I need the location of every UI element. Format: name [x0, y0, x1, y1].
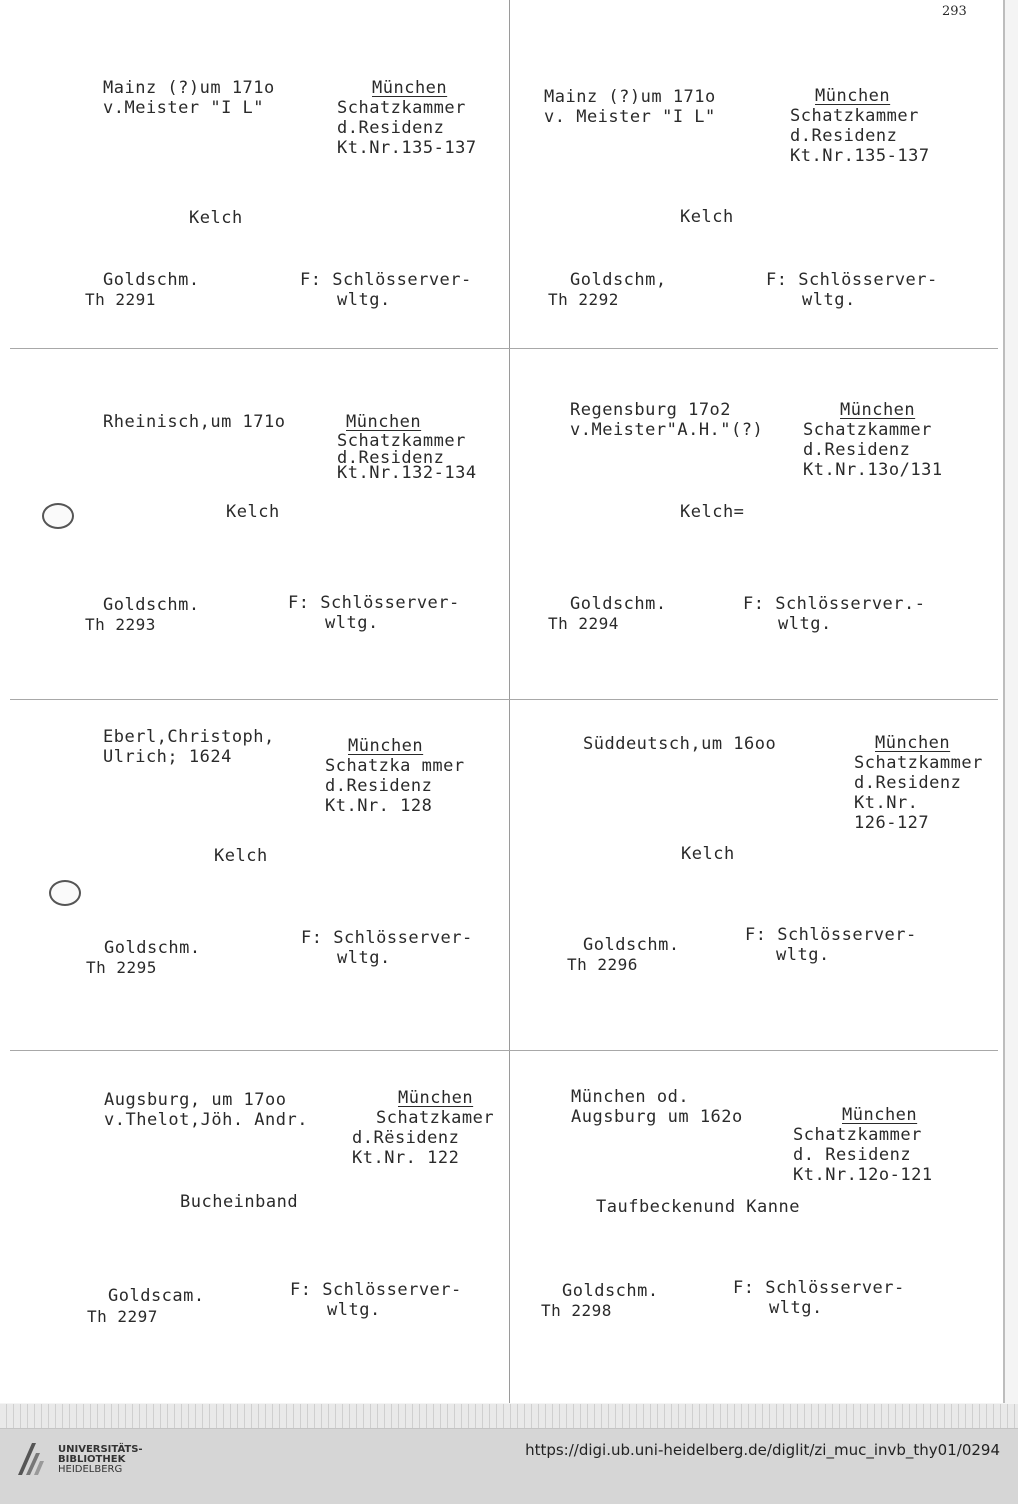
card-maker: v.Meister "I L"	[103, 98, 265, 118]
page-number: 293	[942, 4, 967, 19]
card-location: München	[398, 1088, 474, 1108]
card-material: Goldschm.	[570, 594, 667, 614]
card-location: München	[842, 1105, 918, 1125]
card-inventory-number: Th 2296	[567, 955, 638, 974]
card-source: F: Schlösserver-	[300, 270, 472, 290]
card-holder: d.Residenz	[790, 126, 898, 146]
card-inventory-number: Th 2298	[541, 1301, 612, 1320]
card-source-cont: wltg.	[802, 290, 856, 310]
card-location: München	[372, 78, 448, 98]
card-source: F: Schlösserver-	[290, 1280, 462, 1300]
card-source: F: Schlösserver-	[745, 925, 917, 945]
card-source-cont: wltg.	[325, 613, 379, 633]
card-maker: Ulrich; 1624	[103, 747, 232, 767]
card-catalog-number-cont: 126-127	[854, 813, 930, 833]
card-maker: v.Meister"A.H."(?)	[570, 420, 764, 440]
card-holder: d.Residenz	[337, 118, 445, 138]
card-location: München	[348, 736, 424, 756]
card-object: Kelch	[681, 844, 735, 864]
card-inventory-number: Th 2294	[548, 614, 619, 633]
row-divider	[10, 1050, 998, 1051]
card-material: Goldschm.	[103, 270, 200, 290]
card-inventory-number: Th 2292	[548, 290, 619, 309]
card-source: F: Schlösserver.-	[743, 594, 926, 614]
library-logo-text	[58, 1445, 143, 1475]
source-url-link[interactable]: https://digi.ub.uni-heidelberg.de/diglit/zi_muc_invb_thy01/0294	[525, 1441, 1000, 1459]
card-source: F: Schlösserver-	[288, 593, 460, 613]
card-catalog-number: Kt.Nr.12o-121	[793, 1165, 933, 1185]
card-holder: Schatzkammer	[790, 106, 919, 126]
card-material: Goldscam.	[108, 1286, 205, 1306]
card-source: F: Schlösserver-	[301, 928, 473, 948]
card-object: Kelch	[680, 207, 734, 227]
card-location: München	[815, 86, 891, 106]
card-holder: Schatzka mmer	[325, 756, 465, 776]
card-holder: d.Residenz	[854, 773, 962, 793]
card-inventory-number: Th 2293	[85, 615, 156, 634]
library-logo-icon	[14, 1439, 50, 1479]
card-holder: d.Residenz	[337, 448, 445, 468]
card-catalog-number: Kt.Nr.13o/131	[803, 460, 943, 480]
card-source-cont: wltg.	[337, 290, 391, 310]
card-object: Bucheinband	[180, 1192, 299, 1212]
center-divider	[509, 0, 510, 1403]
card-catalog-number: Kt.Nr.135-137	[337, 138, 477, 158]
card-source: F: Schlösserver-	[766, 270, 938, 290]
card-maker: v. Meister "I L"	[544, 107, 716, 127]
card-catalog-number: Kt.Nr. 122	[352, 1148, 460, 1168]
card-place: München od.	[571, 1087, 690, 1107]
punch-hole	[42, 503, 74, 529]
card-object: Kelch	[226, 502, 280, 522]
card-place: Augsburg, um 17oo	[104, 1090, 287, 1110]
card-material: Goldschm.	[103, 595, 200, 615]
card-catalog-number: Kt.Nr.132-134	[337, 463, 477, 483]
logo-line: BIBLIOTHEK	[58, 1454, 126, 1465]
library-footer	[0, 1428, 1018, 1504]
card-holder: d.Residenz	[803, 440, 911, 460]
card-catalog-number: Kt.Nr.135-137	[790, 146, 930, 166]
card-holder: Schatzkamer	[376, 1108, 495, 1128]
punch-hole	[49, 880, 81, 906]
card-source-cont: wltg.	[769, 1298, 823, 1318]
logo-line: UNIVERSITÄTS-	[58, 1444, 143, 1455]
card-location: München	[840, 400, 916, 420]
card-source-cont: wltg.	[776, 945, 830, 965]
card-material: Goldschm.	[562, 1281, 659, 1301]
card-place: Mainz (?)um 171o	[103, 78, 275, 98]
card-object: Kelch	[214, 846, 268, 866]
card-catalog-number: Kt.Nr.	[854, 793, 919, 813]
card-object: Kelch=	[680, 502, 745, 522]
logo-line: HEIDELBERG	[58, 1464, 123, 1475]
card-maker: v.Thelot,Jöh. Andr.	[104, 1110, 308, 1130]
card-place: Regensburg 17o2	[570, 400, 732, 420]
card-holder: Schatzkammer	[337, 431, 466, 451]
card-inventory-number: Th 2291	[85, 290, 156, 309]
card-place: Eberl,Christoph,	[103, 727, 275, 747]
card-material: Goldschm.	[104, 938, 201, 958]
card-location: München	[875, 733, 951, 753]
card-holder: Schatzkammer	[803, 420, 932, 440]
card-inventory-number: Th 2295	[86, 958, 157, 977]
card-object: Kelch	[189, 208, 243, 228]
card-source: F: Schlösserver-	[733, 1278, 905, 1298]
card-holder: Schatzkammer	[337, 98, 466, 118]
card-holder: d.Rësidenz	[352, 1128, 460, 1148]
card-material: Goldschm.	[583, 935, 680, 955]
card-place: Süddeutsch,um 16oo	[583, 734, 777, 754]
card-holder: Schatzkammer	[793, 1125, 922, 1145]
card-catalog-number: Kt.Nr. 128	[325, 796, 433, 816]
card-maker: Augsburg um 162o	[571, 1107, 743, 1127]
card-holder: d. Residenz	[793, 1145, 912, 1165]
card-source-cont: wltg.	[337, 948, 391, 968]
card-inventory-number: Th 2297	[87, 1307, 158, 1326]
card-place: Rheinisch,um 171o	[103, 412, 286, 432]
card-source-cont: wltg.	[327, 1300, 381, 1320]
card-object: Taufbeckenund Kanne	[596, 1197, 800, 1217]
row-divider	[10, 348, 998, 349]
scan-edge-strip	[0, 1404, 1018, 1428]
card-material: Goldschm,	[570, 270, 667, 290]
card-location: München	[346, 412, 422, 432]
card-source-cont: wltg.	[778, 614, 832, 634]
row-divider	[10, 699, 998, 700]
card-holder: d.Residenz	[325, 776, 433, 796]
card-holder: Schatzkammer	[854, 753, 983, 773]
card-place: Mainz (?)um 171o	[544, 87, 716, 107]
